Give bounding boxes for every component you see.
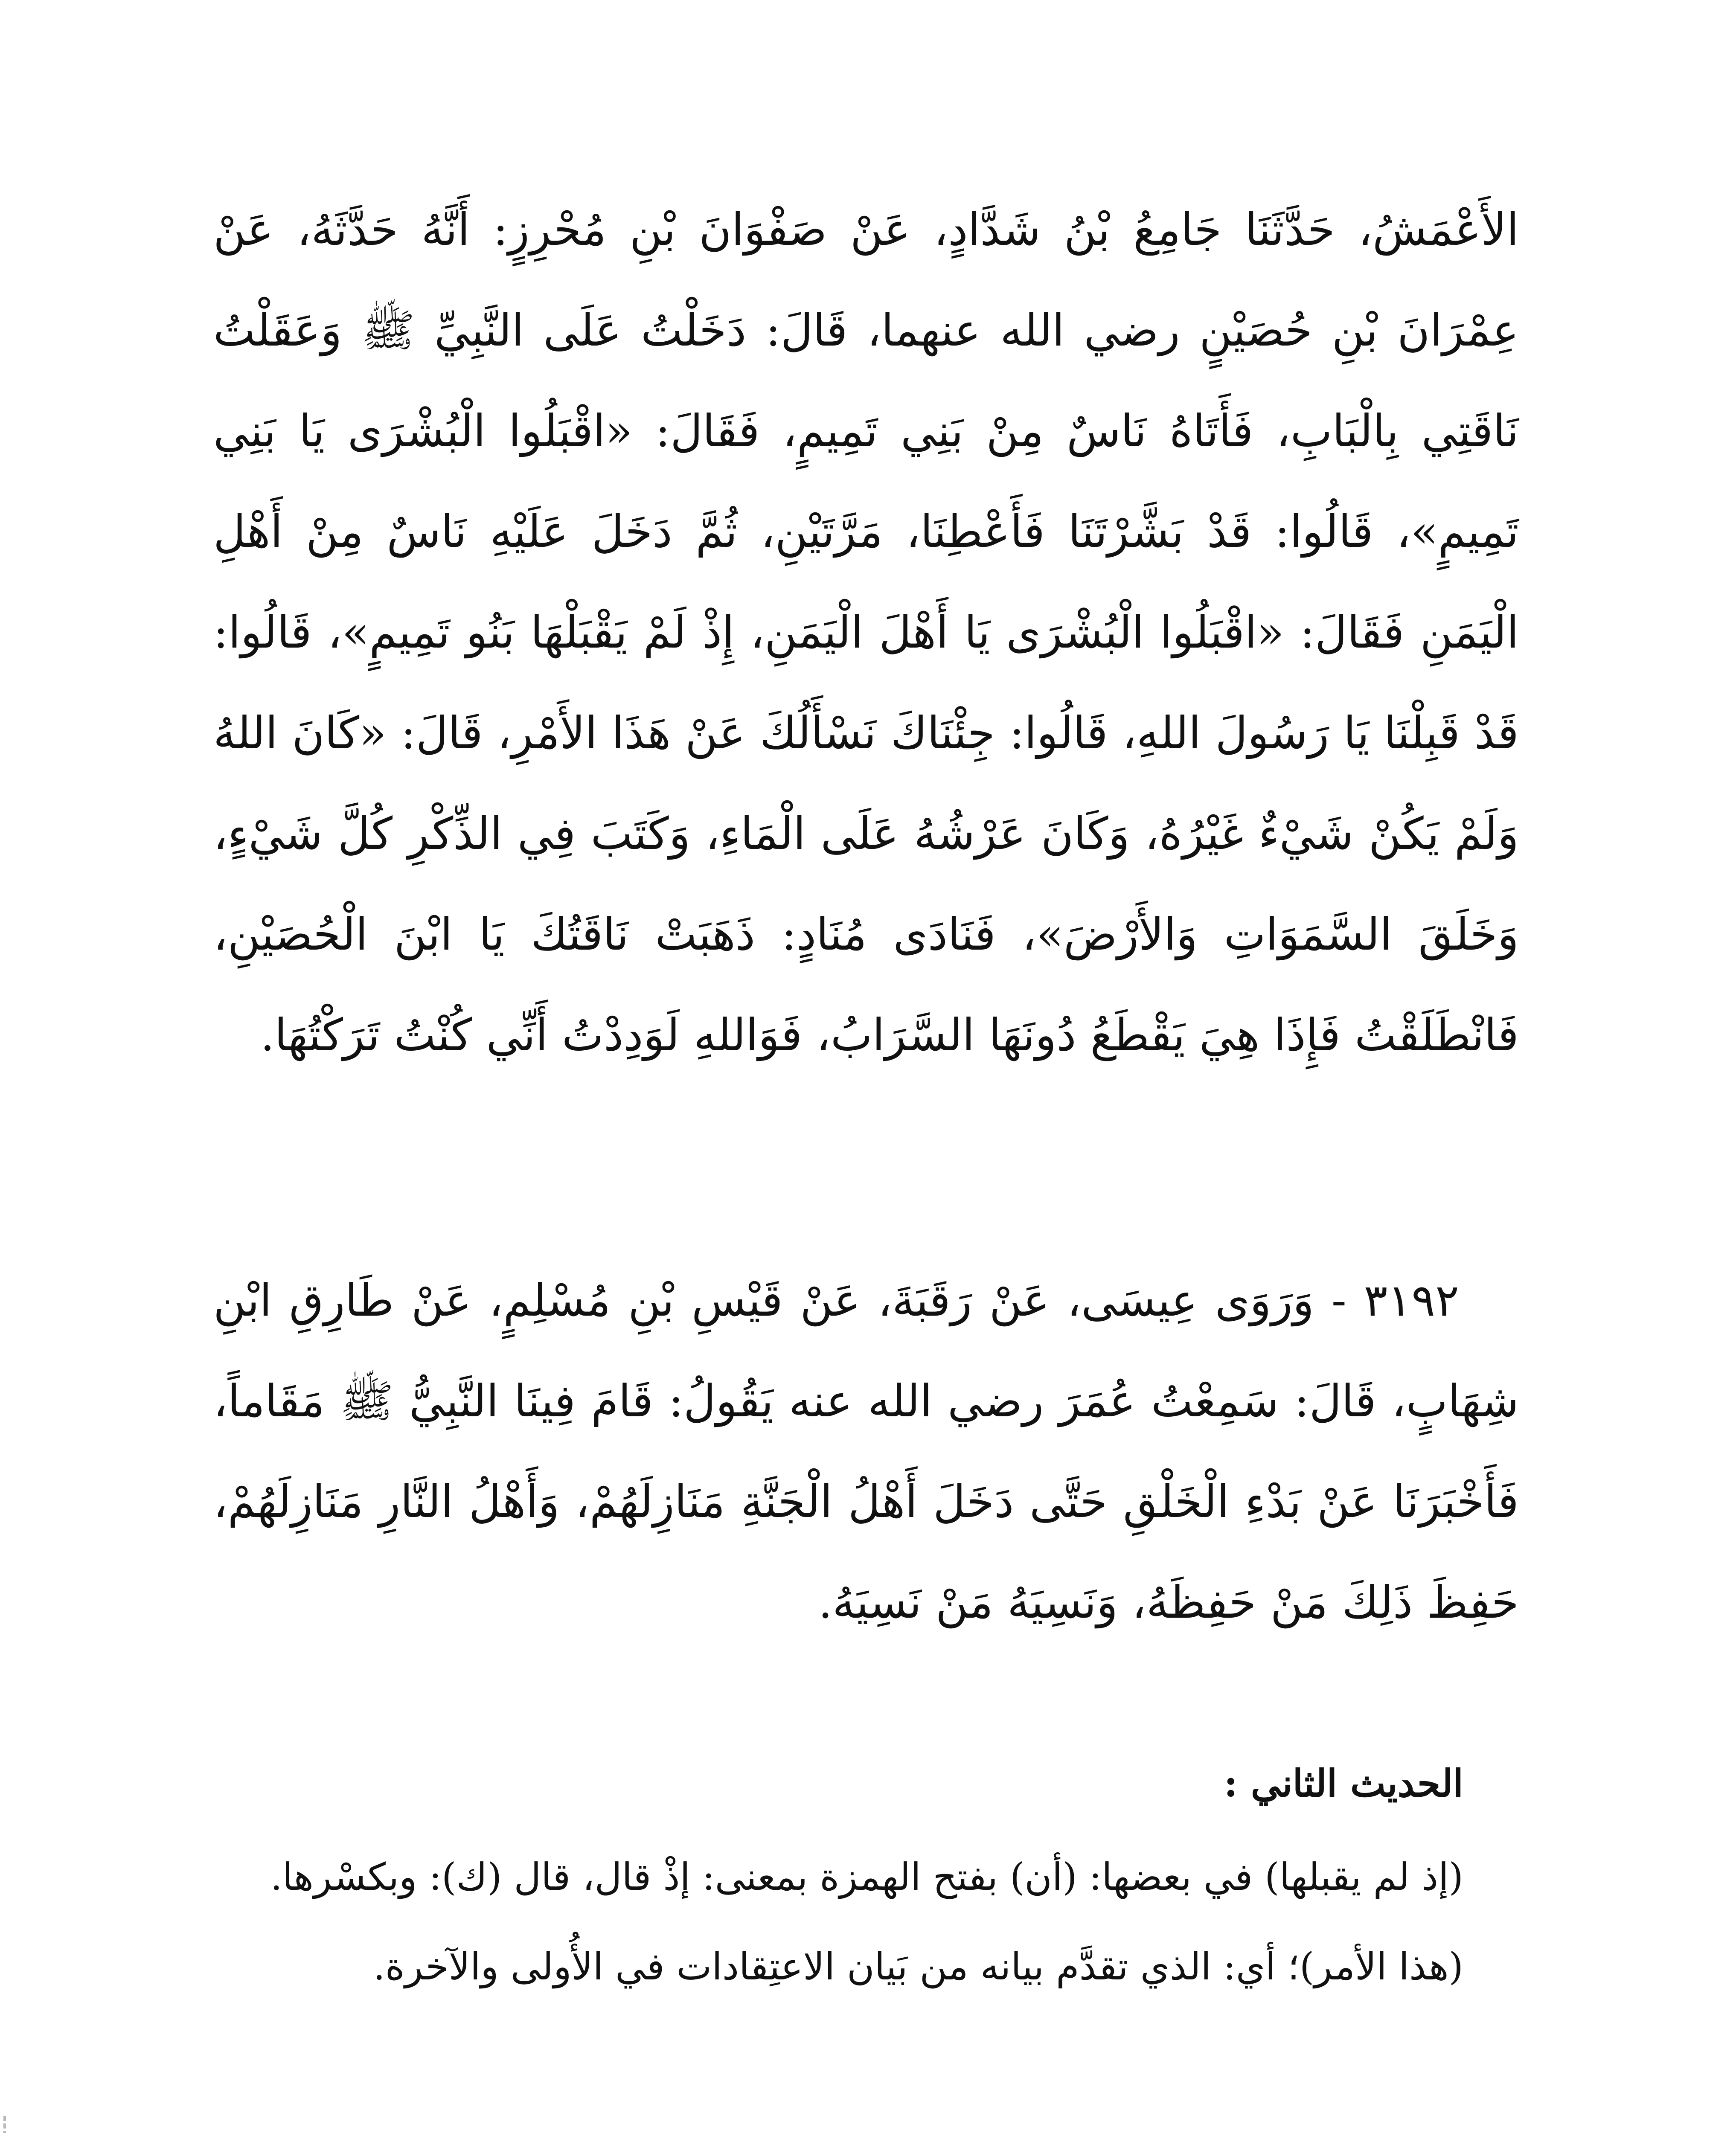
commentary-paragraph-1: (إذ لم يقبلها) في بعضها: (أن) بفتح الهمزة بمعنى: إذْ قال، قال (ك): وبكسْرها. — [270, 1855, 1463, 1899]
hadith-3192 — [213, 1250, 1519, 1653]
hadith-paragraph: ٣١٩٢ - وَرَوَى عِيسَى، عَنْ رَقَبَةَ، عَنْ قَيْسِ بْنِ مُسْلِمٍ، عَنْ طَارِقِ ابْنِ شِهَابٍ، قَالَ: سَمِعْتُ عُمَرَ رضي الله عنه يَقُولُ: قَامَ فِينَا النَّبِيُّ ﷺ مَقَاماً، فَأَخْبَرَنَا عَنْ بَدْءِ الْخَلْقِ حَتَّى دَخَلَ أَهْلُ الْجَنَّةِ مَنَازِلَهُمْ، وَأَهْلُ النَّارِ مَنَازِلَهُمْ، حَفِظَ ذَلِكَ مَنْ حَفِظَهُ، وَنَسِيَهُ مَنْ نَسِيَهُ. — [213, 1274, 1519, 1628]
commentary-paragraph-2: (هذا الأمر)؛ أي: الذي تقدَّم بيانه من بَيان الاعتِقادات في الأُولى والآخرة. — [373, 1944, 1463, 1988]
hadith-continuation — [213, 179, 1519, 1085]
scan-edge-mark — [3, 2116, 9, 2133]
commentary-section — [213, 1745, 1519, 2018]
hadith-paragraph: الأَعْمَشُ، حَدَّثَنَا جَامِعُ بْنُ شَدَّادٍ، عَنْ صَفْوَانَ بْنِ مُحْرِزٍ: أَنَّهُ حَدَّثَهُ، عَنْ عِمْرَانَ بْنِ حُصَيْنٍ رضي الله عنهما، قَالَ: دَخَلْتُ عَلَى النَّبِيِّ ﷺ وَعَقَلْتُ نَاقَتِي بِالْبَابِ، فَأَتَاهُ نَاسٌ مِنْ بَنِي تَمِيمٍ، فَقَالَ: «اقْبَلُوا الْبُشْرَى يَا بَنِي تَمِيمٍ»، قَالُوا: قَدْ بَشَّرْتَنَا فَأَعْطِنَا، مَرَّتَيْنِ، ثُمَّ دَخَلَ عَلَيْهِ نَاسٌ مِنْ أَهْلِ الْيَمَنِ فَقَالَ: «اقْبَلُوا الْبُشْرَى يَا أَهْلَ الْيَمَنِ، إِذْ لَمْ يَقْبَلْهَا بَنُو تَمِيمٍ»، قَالُوا: قَدْ قَبِلْنَا يَا رَسُولَ اللهِ، قَالُوا: جِئْنَاكَ نَسْأَلُكَ عَنْ هَذَا الأَمْرِ، قَالَ: «كَانَ اللهُ وَلَمْ يَكُنْ شَيْءٌ غَيْرُهُ، وَكَانَ عَرْشُهُ عَلَى الْمَاءِ، وَكَتَبَ فِي الذِّكْرِ كُلَّ شَيْءٍ، وَخَلَقَ السَّمَوَاتِ وَالأَرْضَ»، فَنَادَى مُنَادٍ: ذَهَبَتْ نَاقَتُكَ يَا ابْنَ الْحُصَيْنِ، فَانْطَلَقْتُ فَإِذَا هِيَ يَقْطَعُ دُونَهَا السَّرَابُ، فَوَاللهِ لَوَدِدْتُ أَنِّي كُنْتُ تَرَكْتُهَا. — [213, 203, 1519, 1061]
section-heading: الحديث الثاني : — [1224, 1761, 1463, 1805]
